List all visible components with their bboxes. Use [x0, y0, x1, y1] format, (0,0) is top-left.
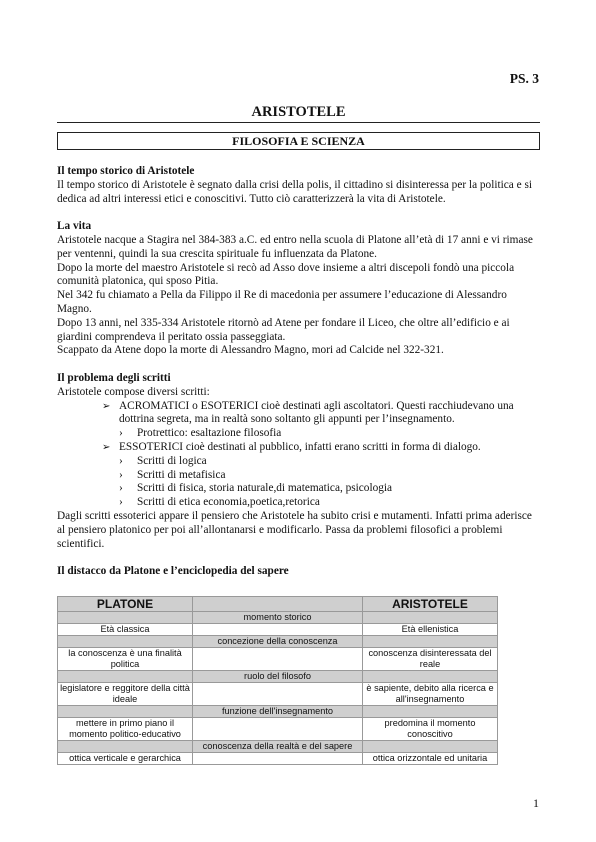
chevron-bullet-icon: › — [119, 427, 123, 440]
page-reference: PS. 3 — [509, 71, 539, 86]
aristotele-cell: predomina il momento conoscitivo — [363, 718, 498, 741]
platone-cell: ottica verticale e gerarchica — [58, 753, 193, 765]
table-row — [58, 648, 498, 671]
paragraph-vita-4: Dopo 13 anni, nel 335-334 Aristotele ritornò ad Atene per fondare il Liceo, che oltre all’edificio e ai giardini comprendeva il peritato ossia passeggiata. — [57, 316, 510, 343]
sublist-item-text: Scritti di logica — [137, 454, 207, 467]
arrow-check-bullet-icon: ➢ — [102, 441, 111, 453]
topic-cell: conoscenza della realtà e del sapere — [193, 741, 363, 753]
sublist-item — [57, 482, 542, 496]
sublist-item — [57, 469, 542, 483]
topic-cell: funzione dell'insegnamento — [193, 706, 363, 718]
sublist-item — [57, 496, 542, 510]
sublist-item-text: Scritti di metafisica — [137, 468, 226, 481]
paragraph-scritti-closing: Dagli scritti essoterici appare il pensiero che Aristotele ha subito crisi e mutamenti. Infatti prima aderisce al pensiero platonico per poi all’allontanarsi e modificarlo. Passa da problemi filosofici a problemi scientifici. — [57, 509, 532, 550]
heading-distacco: Il distacco da Platone e l’enciclopedia del sapere — [57, 565, 289, 578]
platone-cell: mettere in primo piano il momento politico-educativo — [58, 718, 193, 741]
topic-cell: momento storico — [193, 612, 363, 624]
table-topic-row — [58, 706, 498, 718]
page-number: 1 — [533, 796, 539, 810]
arrow-check-bullet-icon: ➢ — [102, 400, 111, 412]
header-aristotele: ARISTOTELE — [363, 597, 498, 612]
table-topic-row — [58, 612, 498, 624]
chevron-bullet-icon: › — [119, 454, 123, 467]
section-subtitle-box: FILOSOFIA E SCIENZA — [57, 132, 540, 150]
table-topic-row — [58, 671, 498, 683]
heading-tempo: Il tempo storico di Aristotele — [57, 165, 195, 177]
platone-cell: Età classica — [58, 624, 193, 636]
heading-scritti: Il problema degli scritti — [57, 371, 171, 384]
sublist-item-text: Scritti di fisica, storia naturale,di matematica, psicologia — [137, 482, 393, 495]
table-topic-row — [58, 741, 498, 753]
aristotele-cell: Età ellenistica — [363, 624, 498, 636]
chevron-bullet-icon: › — [119, 496, 123, 509]
title-divider — [57, 122, 540, 123]
heading-vita: La vita — [57, 220, 92, 233]
paragraph-tempo: Il tempo storico di Aristotele è segnato dalla crisi della polis, il cittadino si disinteressa per la politica e si dedica ad altri interessi etici e conoscitivi. Tutto ciò caratterizzerà la vita di Aristotele. — [57, 178, 532, 205]
header-platone: PLATONE — [58, 597, 193, 612]
sublist-item-text: Protrettico: esaltazione filosofia — [137, 427, 282, 440]
table-row — [58, 624, 498, 636]
paragraph-vita-3: Nel 342 fu chiamato a Pella da Filippo il Re di macedonia per assumere l’educazione di Alessandro Magno. — [57, 289, 507, 315]
aristotele-cell: conoscenza disinteressata del reale — [363, 648, 498, 671]
chevron-bullet-icon: › — [119, 468, 123, 481]
sublist-item — [57, 455, 542, 469]
paragraph-vita-2: Dopo la morte del maestro Aristotele si recò ad Asso dove insieme a altri discepoli fondò una piccola comunità platonica, qui sposo Pitia. — [57, 261, 515, 288]
table-header-row — [58, 597, 498, 612]
paragraph-vita-5: Scappato da Atene dopo la morte di Alessandro Magno, mori ad Calcide nel 322-321. — [57, 344, 444, 357]
table-topic-row — [58, 636, 498, 648]
page-title: ARISTOTELE — [251, 104, 346, 120]
sublist-item — [57, 427, 542, 441]
paragraph-vita-1: Aristotele nacque a Stagira nel 384-383 a.C. ed entro nella scuola di Platone all’età di 17 anni e vi rimase per ventenni, quindi la sua crescita spirituale fu influenzata da Platone. — [57, 233, 533, 260]
list-item-text: ACROMATICI o ESOTERICI cioè destinati agli ascoltatori. Questi racchiudevano una dottrina segreta, ma in realtà sono soltanto gli appunti per l’insegnamento. — [119, 399, 514, 426]
table-row — [58, 718, 498, 741]
sublist-item-text: Scritti di etica economia,poetica,retorica — [137, 496, 320, 509]
table-row — [58, 683, 498, 706]
document-body — [57, 165, 542, 579]
aristotele-cell: ottica orizzontale ed unitaria — [363, 753, 498, 765]
chevron-bullet-icon: › — [119, 482, 123, 495]
platone-cell: la conoscenza è una finalità politica — [58, 648, 193, 671]
comparison-table — [57, 596, 498, 765]
list-item-text: ESSOTERICI cioè destinati al pubblico, infatti erano scritti in forma di dialogo. — [119, 440, 481, 453]
aristotele-cell: è sapiente, debito alla ricerca e all'insegnamento — [363, 683, 498, 706]
paragraph-scritti-intro: Aristotele compose diversi scritti: — [57, 385, 210, 398]
list-item-essoterici — [57, 441, 542, 455]
topic-cell: concezione della conoscenza — [193, 636, 363, 648]
table-row — [58, 753, 498, 765]
platone-cell: legislatore e reggitore della città ideale — [58, 683, 193, 706]
topic-cell: ruolo del filosofo — [193, 671, 363, 683]
list-item-acromatici — [57, 400, 542, 428]
